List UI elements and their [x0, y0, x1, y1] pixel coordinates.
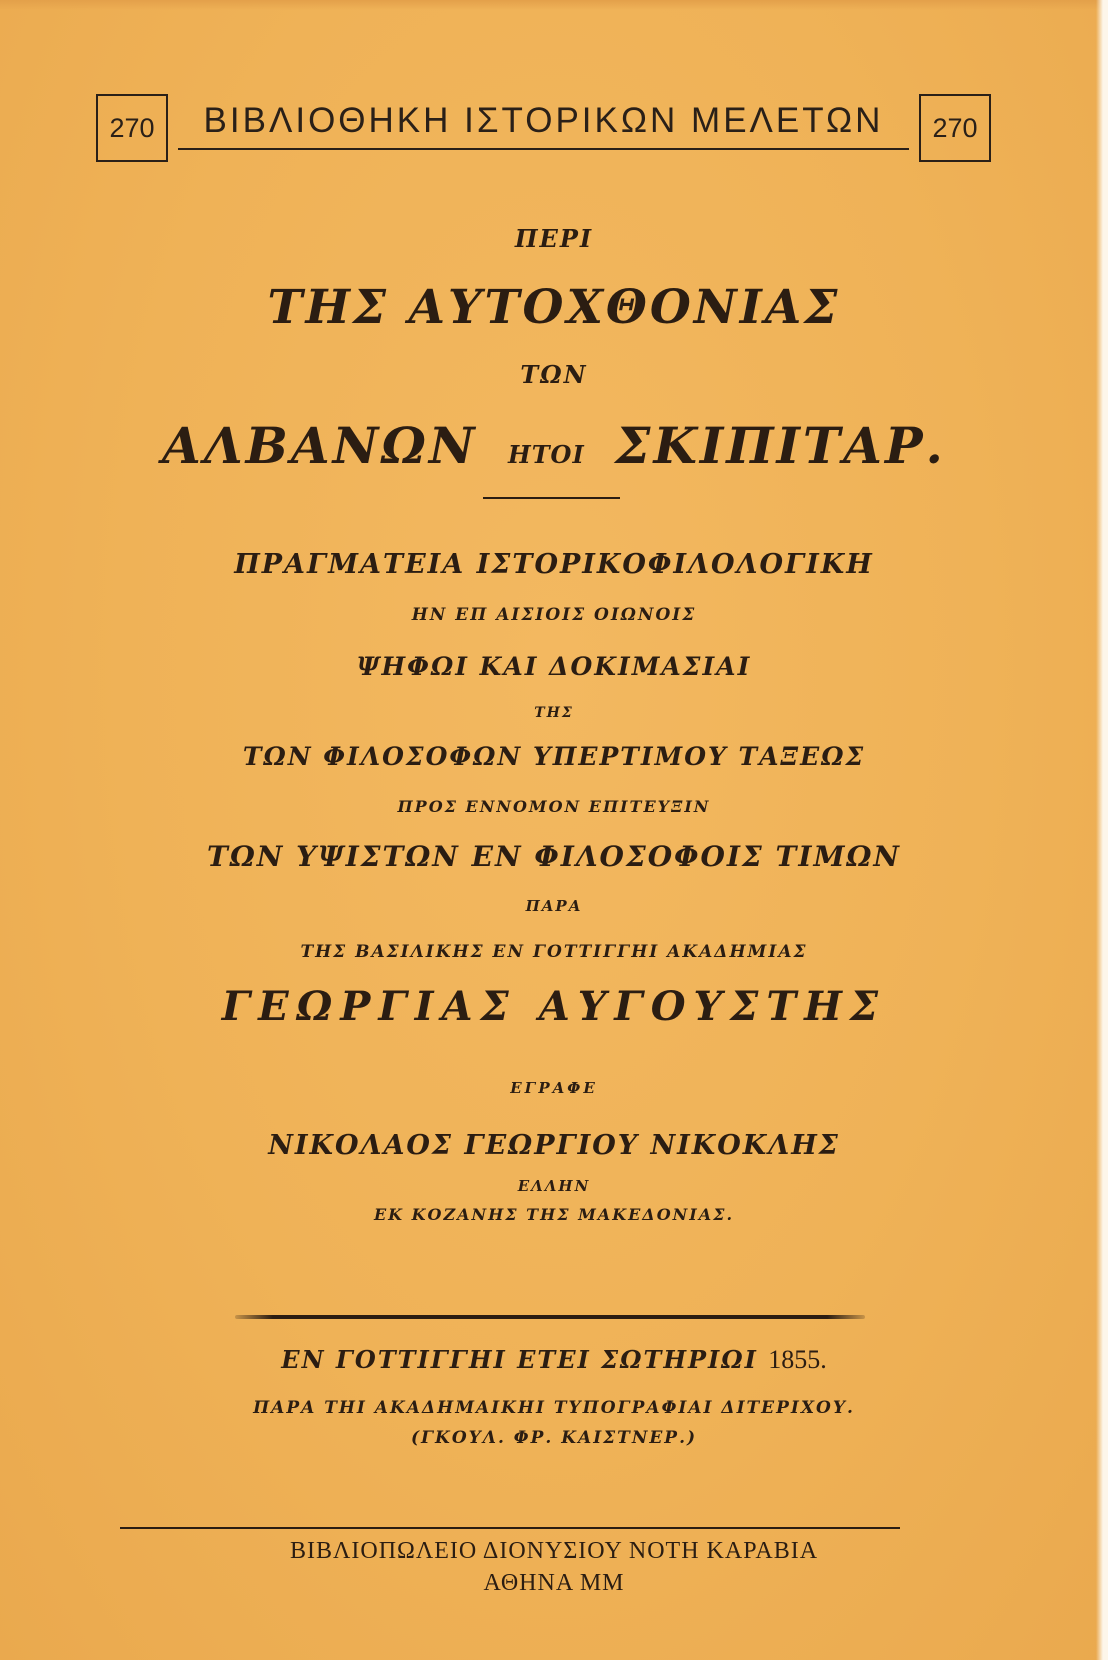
title-peri: ΠΕΡΙ [514, 224, 594, 253]
imprint-place: ΕΝ ΓΟΤΤΙΓΓΗΙ ΕΤΕΙ ΣΩΤΗΡΙΩΙ [281, 1345, 758, 1374]
author-egrafe: ΕΓΡΑΦΕ [510, 1079, 598, 1097]
text-para: ΠΑΡΑ [525, 897, 583, 915]
text-psifoi: ΨΗΦΩΙ ΚΑΙ ΔΟΚΙΜΑΣΙΑΙ [356, 652, 752, 681]
imprint-printer: ΠΑΡΑ ΤΗΙ ΑΚΑΔΗΜΑΙΚΗΙ ΤΥΠΟΓΡΑΦΙΑΙ ΔΙΤΕΡΙΧΟΥ. [253, 1398, 855, 1418]
series-header [96, 94, 991, 164]
imprint-printer-name: (ΓΚΟΥΛ. ΦΡ. ΚΑΙΣΤΝΕΡ.) [410, 1428, 698, 1448]
series-number-right: 270 [919, 94, 991, 162]
title-divider [483, 497, 620, 499]
author-origin: ΕΚ ΚΟΖΑΝΗΣ ΤΗΣ ΜΑΚΕΔΟΝΙΑΣ. [373, 1205, 735, 1224]
text-tis: ΤΗΣ [534, 705, 574, 721]
subtitle-pragmateia: ΠΡΑΓΜΑΤΕΙΑ ΙΣΤΟΡΙΚΟΦΙΛΟΛΟΓΙΚΗ [234, 549, 874, 580]
series-underline [178, 148, 909, 150]
title-albanon-line [0, 416, 1108, 475]
publisher-city: ΑΘΗΝΑ ΜΜ [483, 1570, 625, 1596]
imprint-divider [235, 1315, 865, 1319]
author-ellhn: ΕΛΛΗΝ [517, 1177, 591, 1195]
title-ton: ΤΩΝ [520, 360, 588, 389]
publisher-divider [120, 1527, 900, 1529]
imprint-place-line [0, 1345, 1108, 1375]
text-filosofon: ΤΩΝ ΦΙΛΟΣΟΦΩΝ ΥΠΕΡΤΙΜΟΥ ΤΑΞΕΩΣ [242, 742, 866, 771]
publisher-name: ΒΙΒΛΙΟΠΩΛΕΙΟ ΔΙΟΝΥΣΙΟΥ ΝΟΤΗ ΚΑΡΑΒΙΑ [289, 1538, 819, 1564]
text-pros: ΠΡΟΣ ΕΝΝΟΜΟΝ ΕΠΙΤΕΥΞΙΝ [397, 797, 711, 816]
series-title: ΒΙΒΛΙΟΘΗΚΗ ΙΣΤΟΡΙΚΩΝ ΜΕΛΕΤΩΝ [203, 101, 884, 140]
text-basilikis: ΤΗΣ ΒΑΣΙΛΙΚΗΣ ΕΝ ΓΟΤΤΙΓΓΗΙ ΑΚΑΔΗΜΙΑΣ [300, 942, 808, 962]
imprint-year: 1855. [768, 1345, 827, 1374]
series-number-left: 270 [96, 94, 168, 162]
text-hn-ep: ΗΝ ΕΠ ΑΙΣΙΟΙΣ ΟΙΩΝΟΙΣ [411, 605, 697, 625]
cover-top-edge [0, 0, 1108, 10]
title-autochthonias: ΤΗΣ ΑΥΤΟΧΘΟΝΙΑΣ [267, 280, 841, 335]
text-ypsiston: ΤΩΝ ΥΨΙΣΤΩΝ ΕΝ ΦΙΛΟΣΟΦΟΙΣ ΤΙΜΩΝ [207, 840, 901, 873]
title-skipitar: ΣΚΙΠΙΤΑΡ. [615, 416, 946, 475]
text-georgias: ΓΕΩΡΓΙΑΣ ΑΥΓΟΥΣΤΗΣ [221, 983, 887, 1030]
title-albanon: ΑΛΒΑΝΩΝ [162, 416, 478, 475]
author-name: ΝΙΚΟΛΑΟΣ ΓΕΩΡΓΙΟΥ ΝΙΚΟΚΛΗΣ [268, 1130, 840, 1161]
title-htoi: ΗΤΟΙ [508, 440, 585, 469]
